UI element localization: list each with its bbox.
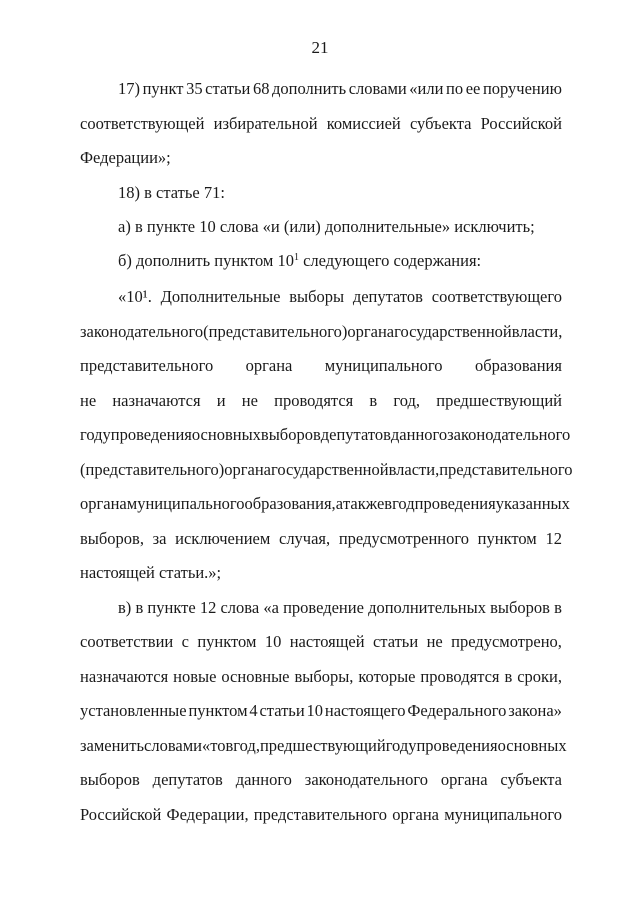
superscript: 1 <box>293 252 299 263</box>
word: случая, <box>279 529 331 548</box>
word: не <box>426 632 443 651</box>
word: году <box>385 736 417 755</box>
page-number: 21 <box>311 38 329 57</box>
word: представительного <box>80 356 214 375</box>
word: дополнительных <box>368 598 486 617</box>
word: 35 <box>186 79 203 98</box>
word: 12 <box>199 598 217 617</box>
word: муниципального <box>324 356 443 375</box>
word: субъекта <box>409 114 472 133</box>
word: «10¹. <box>118 287 152 306</box>
word: выборов <box>490 598 550 617</box>
word: проводятся <box>420 667 500 686</box>
paragraph-line <box>80 114 562 134</box>
word: выборов <box>260 425 321 444</box>
word: депутатов <box>352 287 423 306</box>
paragraph-line-with-superscript <box>118 251 562 271</box>
word: пунктом <box>477 529 537 548</box>
word: власти, <box>511 322 563 341</box>
word: проведения <box>416 736 498 755</box>
word: словами <box>348 79 407 98</box>
word: закона» <box>508 701 562 720</box>
word: словами <box>144 736 202 755</box>
word: 17) <box>118 79 140 98</box>
word: законодательного <box>304 770 428 789</box>
paragraph-line: Федерации»; <box>80 148 171 167</box>
word: с <box>181 632 189 651</box>
word: установленные <box>80 701 187 720</box>
word: государственной <box>394 322 512 341</box>
word: статьи <box>205 79 251 98</box>
word: слова <box>220 598 260 617</box>
word: проведения <box>414 494 496 513</box>
paragraph-line <box>80 736 567 756</box>
word: выборов <box>80 770 140 789</box>
word: сроки, <box>517 667 562 686</box>
word: государственной <box>270 460 389 479</box>
word: «то <box>202 736 226 755</box>
word: соответствии <box>80 632 174 651</box>
word: соответствующего <box>431 287 562 306</box>
word: основных <box>191 425 261 444</box>
paragraph-line <box>80 667 562 687</box>
word: проведения <box>110 425 192 444</box>
word: Федерации, <box>166 805 249 824</box>
word: проводятся <box>274 391 354 410</box>
word: исключением <box>175 529 271 548</box>
word: органа <box>80 494 127 513</box>
word: Российской <box>80 805 162 824</box>
word: субъекта <box>500 770 562 789</box>
word: предусмотрено, <box>451 632 562 651</box>
word: основных <box>497 736 567 755</box>
paragraph-line: а) в пункте 10 слова «и (или) дополнительные» исключить; <box>118 217 535 236</box>
word: настоящей <box>289 632 365 651</box>
word: (представительного) <box>203 322 348 341</box>
word: муниципального <box>444 805 562 824</box>
word: 68 <box>252 79 270 98</box>
paragraph-line <box>80 391 562 411</box>
word: в <box>554 598 562 617</box>
word: 10 <box>306 701 324 720</box>
paragraph-line <box>118 79 562 99</box>
paragraph-line <box>80 494 570 514</box>
word: предшествующий <box>259 736 386 755</box>
word: выборов, <box>80 529 144 548</box>
word: власти, <box>388 460 440 479</box>
word: предусмотренного <box>338 529 469 548</box>
word: в <box>504 667 513 686</box>
word: проведение <box>283 598 364 617</box>
word: «а <box>263 598 279 617</box>
paragraph-line <box>80 425 571 445</box>
word: пункт <box>142 79 184 98</box>
word: (представительного) <box>80 460 225 479</box>
word: поручению <box>482 79 562 98</box>
paragraph-line: 18) в статье 71: <box>118 183 225 202</box>
text-segment: б) дополнить пунктом 10 <box>118 251 294 270</box>
word: муниципального <box>126 494 245 513</box>
word: 4 <box>249 701 258 720</box>
word: комиссией <box>326 114 401 133</box>
word: пунктом <box>197 632 257 651</box>
word: настоящего <box>324 701 406 720</box>
word: в) <box>118 598 132 617</box>
word: год <box>392 494 415 513</box>
word: пункте <box>147 598 196 617</box>
paragraph-line <box>118 598 562 618</box>
word: год, <box>233 736 260 755</box>
paragraph-line <box>80 460 573 480</box>
paragraph-line <box>80 632 562 652</box>
word: Дополнительные <box>160 287 281 306</box>
word: также <box>343 494 385 513</box>
word: 10 <box>264 632 282 651</box>
word: соответствующей <box>80 114 205 133</box>
word: «или <box>409 79 444 98</box>
word: в <box>369 391 378 410</box>
word: законодательного <box>80 322 204 341</box>
word: законодательного <box>447 425 571 444</box>
paragraph-line: настоящей статьи.»; <box>80 563 222 582</box>
word: образования <box>474 356 562 375</box>
word: назначаются <box>80 667 169 686</box>
word: органа <box>245 356 293 375</box>
word: статьи <box>372 632 419 651</box>
word: основные <box>221 667 290 686</box>
word: пунктом <box>188 701 248 720</box>
word: указанных <box>495 494 570 513</box>
paragraph-line <box>80 770 562 790</box>
word: данного <box>390 425 448 444</box>
word: году <box>80 425 111 444</box>
word: не <box>241 391 258 410</box>
word: образования, <box>244 494 336 513</box>
paragraph-line <box>80 529 562 549</box>
word: новые <box>173 667 217 686</box>
word: депутатов <box>152 770 223 789</box>
word: Российской <box>480 114 562 133</box>
paragraph-line <box>118 287 562 307</box>
word: представительного <box>253 805 388 824</box>
word: ее <box>465 79 481 98</box>
word: выборы <box>289 287 345 306</box>
paragraph-line <box>80 322 562 342</box>
word: по <box>446 79 464 98</box>
word: данного <box>235 770 292 789</box>
word: органа <box>440 770 488 789</box>
word: а <box>335 494 344 513</box>
word: не <box>80 391 97 410</box>
word: в <box>225 736 234 755</box>
word: в <box>384 494 393 513</box>
word: Федерального <box>407 701 507 720</box>
word: органа <box>224 460 271 479</box>
paragraph-line <box>80 356 562 376</box>
word: в <box>135 598 144 617</box>
word: органа <box>392 805 439 824</box>
word: представительного <box>439 460 573 479</box>
word: предшествующий <box>436 391 562 410</box>
word: статьи <box>259 701 305 720</box>
word: которые <box>358 667 416 686</box>
word: год, <box>393 391 421 410</box>
word: назначаются <box>112 391 201 410</box>
word: и <box>216 391 226 410</box>
word: дополнить <box>272 79 347 98</box>
paragraph-line <box>80 805 562 825</box>
word: депутатов <box>320 425 391 444</box>
word: за <box>152 529 167 548</box>
text-segment: следующего содержания: <box>298 251 482 270</box>
word: заменить <box>80 736 145 755</box>
paragraph-line <box>80 701 562 721</box>
word: органа <box>347 322 395 341</box>
word: выборы, <box>294 667 354 686</box>
word: избирательной <box>213 114 318 133</box>
word: 12 <box>545 529 562 548</box>
